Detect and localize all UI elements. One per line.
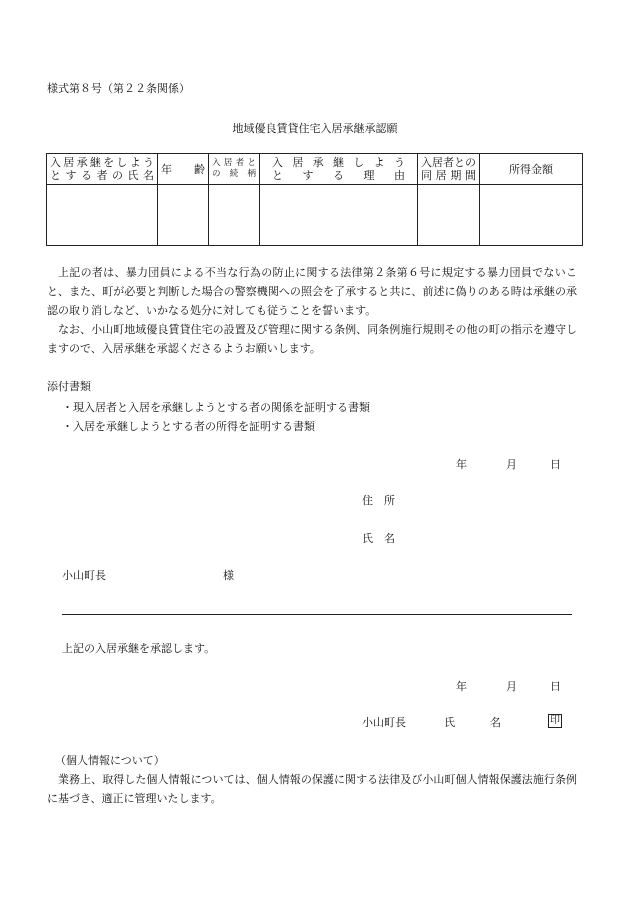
header-cohabitation-period: 入居者との 同居期間: [418, 154, 480, 185]
date-day-label: 日: [550, 458, 561, 471]
attachment-item: ・現入居者と入居を承継しようとする者の関係を証明する書類: [62, 401, 370, 414]
header-name: 入居承継をしよう とする者の氏名: [47, 154, 158, 185]
privacy-text: 業務上、取得した個人情報については、個人情報の保護に関する法律及び小山町個人情報保護法施行条例に基づき、適正に管理いたします。: [47, 773, 577, 805]
age-cell[interactable]: [158, 185, 209, 246]
reason-cell[interactable]: [260, 185, 418, 246]
divider: [62, 614, 572, 615]
name-label: 氏 名: [362, 532, 395, 545]
date-year-label: 年: [456, 458, 467, 471]
income-cell[interactable]: [480, 185, 583, 246]
approval-day-label: 日: [550, 680, 561, 693]
attachments-heading: 添付書類: [47, 380, 91, 393]
relationship-cell[interactable]: [209, 185, 260, 246]
name-cell[interactable]: [47, 185, 158, 246]
address-label: 住 所: [362, 494, 395, 507]
header-relationship: 入居者と の続柄: [209, 154, 260, 185]
form-number: 様式第８号（第２２条関係）: [47, 82, 190, 95]
approver-title: 小山町長: [362, 716, 406, 729]
pledge-text: [47, 263, 577, 358]
table-header-row: [47, 154, 583, 185]
addressee-honorific: 様: [223, 569, 234, 582]
compliance-paragraph: なお、小山町地域優良賃貸住宅の設置及び管理に関する条例、同条例施行規則その他の町の指示を遵守しますので、入居承継を承認くださるようお願いします。: [47, 323, 577, 355]
attachment-item: ・入居を承継しようとする者の所得を証明する書類: [62, 420, 315, 433]
period-cell[interactable]: [418, 185, 480, 246]
applicant-table: [46, 153, 583, 246]
privacy-notice: [47, 770, 577, 808]
approval-year-label: 年: [456, 680, 467, 693]
seal-mark: [548, 713, 562, 728]
approval-month-label: 月: [506, 680, 517, 693]
approver-name-label: 氏: [444, 716, 455, 729]
seal-icon: 印: [550, 715, 560, 726]
header-reason: 入 居 承 継 し よ う と す る 理 由: [260, 154, 418, 185]
document-title: 地域優良賃貸住宅入居承継承認願: [232, 122, 398, 135]
privacy-heading: （個人情報について）: [55, 754, 165, 767]
table-input-row: [47, 185, 583, 246]
approval-statement: 上記の入居承継を承認します。: [62, 642, 216, 655]
pledge-paragraph: 上記の者は、暴力団員による不当な行為の防止に関する法律第２条第６号に規定する暴力団員でないこと、また、町が必要と判断した場合の警察機関への照会を了承すると共に、前述に偽りのある時は承継の承認の取り消しなど、いかなる処分に対しても従うことを誓います。: [47, 266, 577, 317]
header-age: 年 齢: [158, 154, 209, 185]
header-income: 所得金額: [480, 154, 583, 185]
addressee-name: 小山町長: [62, 569, 106, 582]
date-month-label: 月: [506, 458, 517, 471]
approver-name-label-2: 名: [490, 716, 501, 729]
